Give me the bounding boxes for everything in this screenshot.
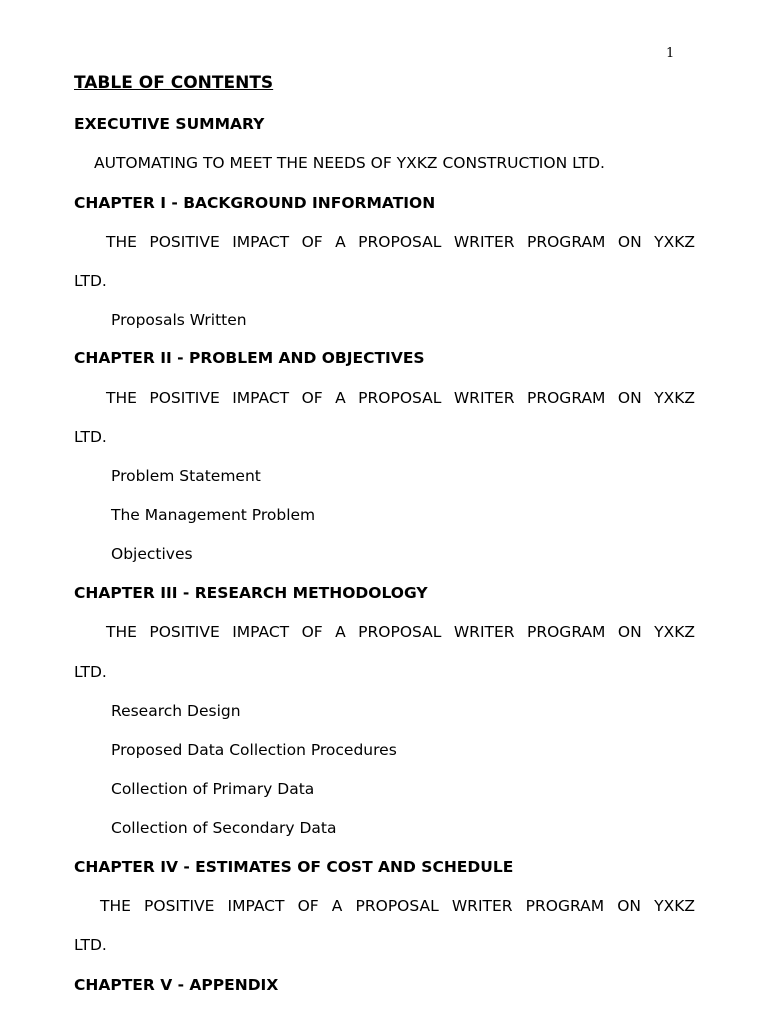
chapter-4-entry-line2: LTD. (74, 936, 107, 954)
toc-title: TABLE OF CONTENTS (74, 73, 274, 93)
executive-summary-entry: AUTOMATING TO MEET THE NEEDS OF YXKZ CONSTRUCTION LTD. (94, 154, 605, 172)
executive-summary-heading: EXECUTIVE SUMMARY (74, 115, 265, 133)
chapter-1-heading: CHAPTER I - BACKGROUND INFORMATION (74, 194, 436, 212)
chapter-3-subsection: Collection of Primary Data (111, 780, 315, 798)
chapter-3-subsection: Collection of Secondary Data (111, 819, 337, 837)
chapter-2-entry-line1: THE POSITIVE IMPACT OF A PROPOSAL WRITER PROGRAM ON YXKZ (106, 389, 695, 407)
page-number: 1 (666, 46, 675, 61)
chapter-1-entry-line1: THE POSITIVE IMPACT OF A PROPOSAL WRITER PROGRAM ON YXKZ (106, 233, 695, 251)
chapter-2-subsection: Problem Statement (111, 467, 261, 485)
chapter-4-entry-line1: THE POSITIVE IMPACT OF A PROPOSAL WRITER PROGRAM ON YXKZ (100, 897, 695, 915)
chapter-2-subsection: The Management Problem (111, 506, 316, 524)
chapter-3-entry-line2: LTD. (74, 663, 107, 681)
chapter-4-heading: CHAPTER IV - ESTIMATES OF COST AND SCHEDULE (74, 858, 514, 876)
chapter-3-subsection: Proposed Data Collection Procedures (111, 741, 397, 759)
chapter-1-subsection: Proposals Written (111, 311, 247, 329)
chapter-3-entry-line1: THE POSITIVE IMPACT OF A PROPOSAL WRITER PROGRAM ON YXKZ (106, 623, 695, 641)
chapter-2-subsection: Objectives (111, 545, 193, 563)
chapter-5-heading: CHAPTER V - APPENDIX (74, 976, 279, 994)
chapter-2-entry-line2: LTD. (74, 428, 107, 446)
chapter-3-heading: CHAPTER III - RESEARCH METHODOLOGY (74, 584, 428, 602)
chapter-2-heading: CHAPTER II - PROBLEM AND OBJECTIVES (74, 349, 425, 367)
chapter-3-subsection: Research Design (111, 702, 241, 720)
chapter-1-entry-line2: LTD. (74, 272, 107, 290)
